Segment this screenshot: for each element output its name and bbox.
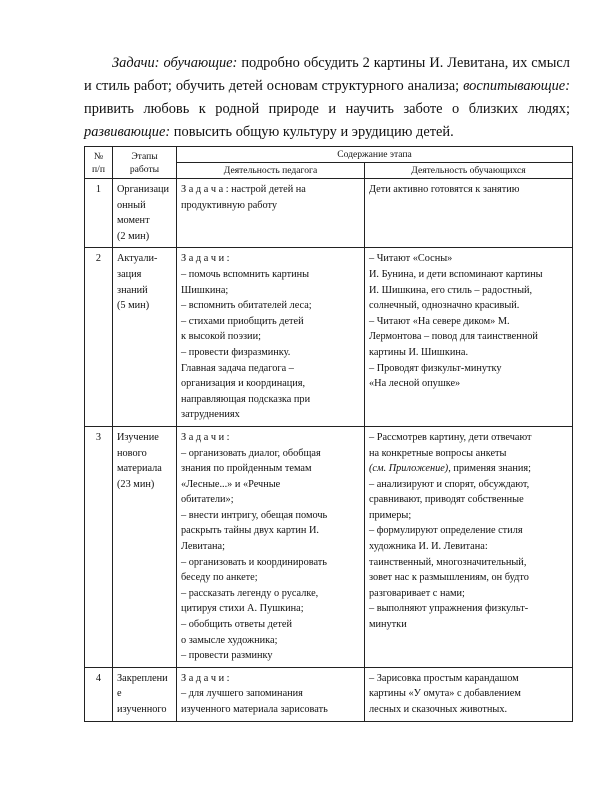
teacher-line: беседу по анкете; bbox=[181, 572, 258, 584]
stage-cell bbox=[113, 667, 177, 721]
stage-cell bbox=[113, 179, 177, 248]
row-num: 3 bbox=[85, 426, 113, 667]
teacher-line: затруднениях bbox=[181, 409, 240, 421]
stage-line: (5 мин) bbox=[117, 300, 150, 312]
students-line: таинственный, многозначительный, bbox=[369, 556, 527, 568]
header-teacher: Деятельность педагога bbox=[177, 163, 365, 179]
row-num: 1 bbox=[85, 179, 113, 248]
table-row bbox=[85, 426, 573, 667]
stage-line: Изучение bbox=[117, 431, 159, 443]
stage-line: Закреплени bbox=[117, 672, 168, 684]
teacher-line: продуктивную работу bbox=[181, 199, 278, 211]
students-line: «На лесной опушке» bbox=[369, 378, 461, 390]
students-line: И. Шишкина, его стиль – радостный, bbox=[369, 284, 533, 296]
students-cell bbox=[365, 426, 573, 667]
stage-line: зация bbox=[117, 268, 142, 280]
teacher-line: – для лучшего запоминания bbox=[181, 688, 303, 700]
students-line: примеры; bbox=[369, 509, 412, 521]
teacher-cell bbox=[177, 248, 365, 427]
table-row bbox=[85, 667, 573, 721]
teacher-line: «Лесные...» и «Речные bbox=[181, 478, 281, 490]
stage-line: (2 мин) bbox=[117, 230, 150, 242]
header-content: Содержание этапа bbox=[177, 147, 573, 163]
teacher-line: – провести физразминку. bbox=[181, 346, 291, 358]
teacher-line: организация и координация, bbox=[181, 378, 306, 390]
teacher-line: – помочь вспомнить картины bbox=[181, 268, 310, 280]
upbr-text: привить любовь к родной природе и научить заботе о близких людях; bbox=[84, 101, 570, 117]
table-row bbox=[85, 248, 573, 427]
teacher-line: цитируя стихи А. Пушкина; bbox=[181, 603, 304, 615]
stage-line: Организаци bbox=[117, 184, 170, 195]
students-line: картины «У омута» с добавлением bbox=[369, 688, 521, 700]
dev-text: повысить общую культуру и эрудицию детей. bbox=[173, 124, 454, 140]
students-line: минутки bbox=[369, 619, 407, 631]
table-row bbox=[85, 179, 573, 248]
students-line: И. Бунина, и дети вспоминают картины bbox=[369, 268, 543, 280]
teacher-cell bbox=[177, 426, 365, 667]
stage-line: Актуали- bbox=[117, 253, 158, 265]
students-line: художника И. И. Левитана: bbox=[369, 541, 488, 553]
students-line: Дети активно готовятся к занятию bbox=[369, 184, 520, 195]
teacher-line: о замысле художника; bbox=[181, 634, 278, 646]
students-text: , применяя знания; bbox=[448, 463, 531, 475]
intro-tasks bbox=[84, 52, 570, 144]
students-line: – Рассмотрев картину, дети отвечают bbox=[369, 431, 532, 443]
stage-line: изученного bbox=[117, 704, 167, 715]
students-line: – Читают «На севере диком» М. bbox=[369, 315, 510, 327]
stage-cell bbox=[113, 426, 177, 667]
students-line: – выполняют упражнения физкульт- bbox=[369, 603, 529, 615]
teacher-line: раскрыть тайны двух картин И. bbox=[181, 525, 319, 537]
students-line bbox=[369, 461, 568, 477]
students-line: лесных и сказочных животных. bbox=[369, 704, 508, 715]
header-num: № п/п bbox=[85, 147, 113, 179]
teacher-cell bbox=[177, 179, 365, 248]
teacher-line: направляющая подсказка при bbox=[181, 393, 311, 405]
upbr-label: воспитывающие: bbox=[463, 78, 570, 94]
students-line: солнечный, однозначно красивый. bbox=[369, 300, 520, 312]
teacher-line: – внести интригу, обещая помочь bbox=[181, 509, 328, 521]
row-num: 4 bbox=[85, 667, 113, 721]
students-line: картины И. Шишкина. bbox=[369, 346, 469, 358]
students-cell bbox=[365, 667, 573, 721]
appendix-reference: (см. Приложение) bbox=[369, 463, 449, 475]
intro-paragraph bbox=[84, 52, 570, 144]
teacher-line: – провести разминку bbox=[181, 650, 273, 662]
stage-line: нового bbox=[117, 447, 147, 459]
teacher-cell bbox=[177, 667, 365, 721]
students-line bbox=[369, 446, 568, 462]
teacher-line: изученного материала зарисовать bbox=[181, 704, 328, 715]
stage-cell bbox=[113, 248, 177, 427]
students-line: – Зарисовка простым карандашом bbox=[369, 672, 519, 684]
stage-line: е bbox=[117, 688, 122, 700]
stage-line: материала bbox=[117, 463, 162, 475]
stage-line: момент bbox=[117, 215, 150, 227]
lesson-plan-table bbox=[84, 146, 573, 722]
teacher-line: обитатели»; bbox=[181, 494, 234, 506]
row-num: 2 bbox=[85, 248, 113, 427]
tasks-label: Задачи: bbox=[112, 55, 160, 71]
students-line: сравнивают, приводят собственные bbox=[369, 494, 524, 506]
students-cell bbox=[365, 248, 573, 427]
students-line: Лермонтова – повод для таинственной bbox=[369, 331, 538, 343]
teacher-line: – стихами приобщить детей bbox=[181, 315, 304, 327]
teacher-line: – вспомнить обитателей леса; bbox=[181, 300, 312, 312]
teacher-line: – обобщить ответы детей bbox=[181, 619, 292, 631]
students-cell bbox=[365, 179, 573, 248]
teacher-line: – рассказать легенду о русалке, bbox=[181, 587, 319, 599]
students-line: – Проводят физкульт-минутку bbox=[369, 362, 502, 374]
students-line: – формулируют определение стиля bbox=[369, 525, 523, 537]
students-line: – Читают «Сосны» bbox=[369, 253, 453, 265]
header-stages: Этапы работы bbox=[113, 147, 177, 179]
teacher-line: – организовать диалог, обобщая bbox=[181, 447, 321, 459]
teacher-line: знания по пройденным темам bbox=[181, 463, 312, 475]
teacher-line: к высокой поэзии; bbox=[181, 331, 261, 343]
teacher-line: – организовать и координировать bbox=[181, 556, 327, 568]
teacher-line: З а д а ч и : bbox=[181, 253, 230, 265]
teacher-line: З а д а ч а : настрой детей на bbox=[181, 184, 306, 195]
students-line: зовет нас к размышлениям, он будто bbox=[369, 572, 529, 584]
teacher-line: З а д а ч и : bbox=[181, 431, 230, 443]
stage-line: (23 мин) bbox=[117, 478, 155, 490]
dev-label: развивающие: bbox=[84, 124, 171, 140]
stage-line: знаний bbox=[117, 284, 148, 296]
students-line: – анализируют и спорят, обсуждают, bbox=[369, 478, 530, 490]
teacher-line: Шишкина; bbox=[181, 284, 229, 296]
teacher-line: Левитана; bbox=[181, 541, 225, 553]
stage-line: онный bbox=[117, 199, 146, 211]
header-students: Деятельность обучающихся bbox=[365, 163, 573, 179]
teacher-line: З а д а ч и : bbox=[181, 672, 230, 684]
edu-text: подробно обсудить 2 картины И. Левитана, их смысл и стиль работ; обучить детей основам структурного анализа; bbox=[84, 55, 570, 94]
edu-label: обучающие: bbox=[163, 55, 238, 71]
students-line: разговаривает с нами; bbox=[369, 587, 465, 599]
teacher-line: Главная задача педагога – bbox=[181, 362, 294, 374]
students-text: на конкретные вопросы анкеты bbox=[369, 447, 507, 459]
